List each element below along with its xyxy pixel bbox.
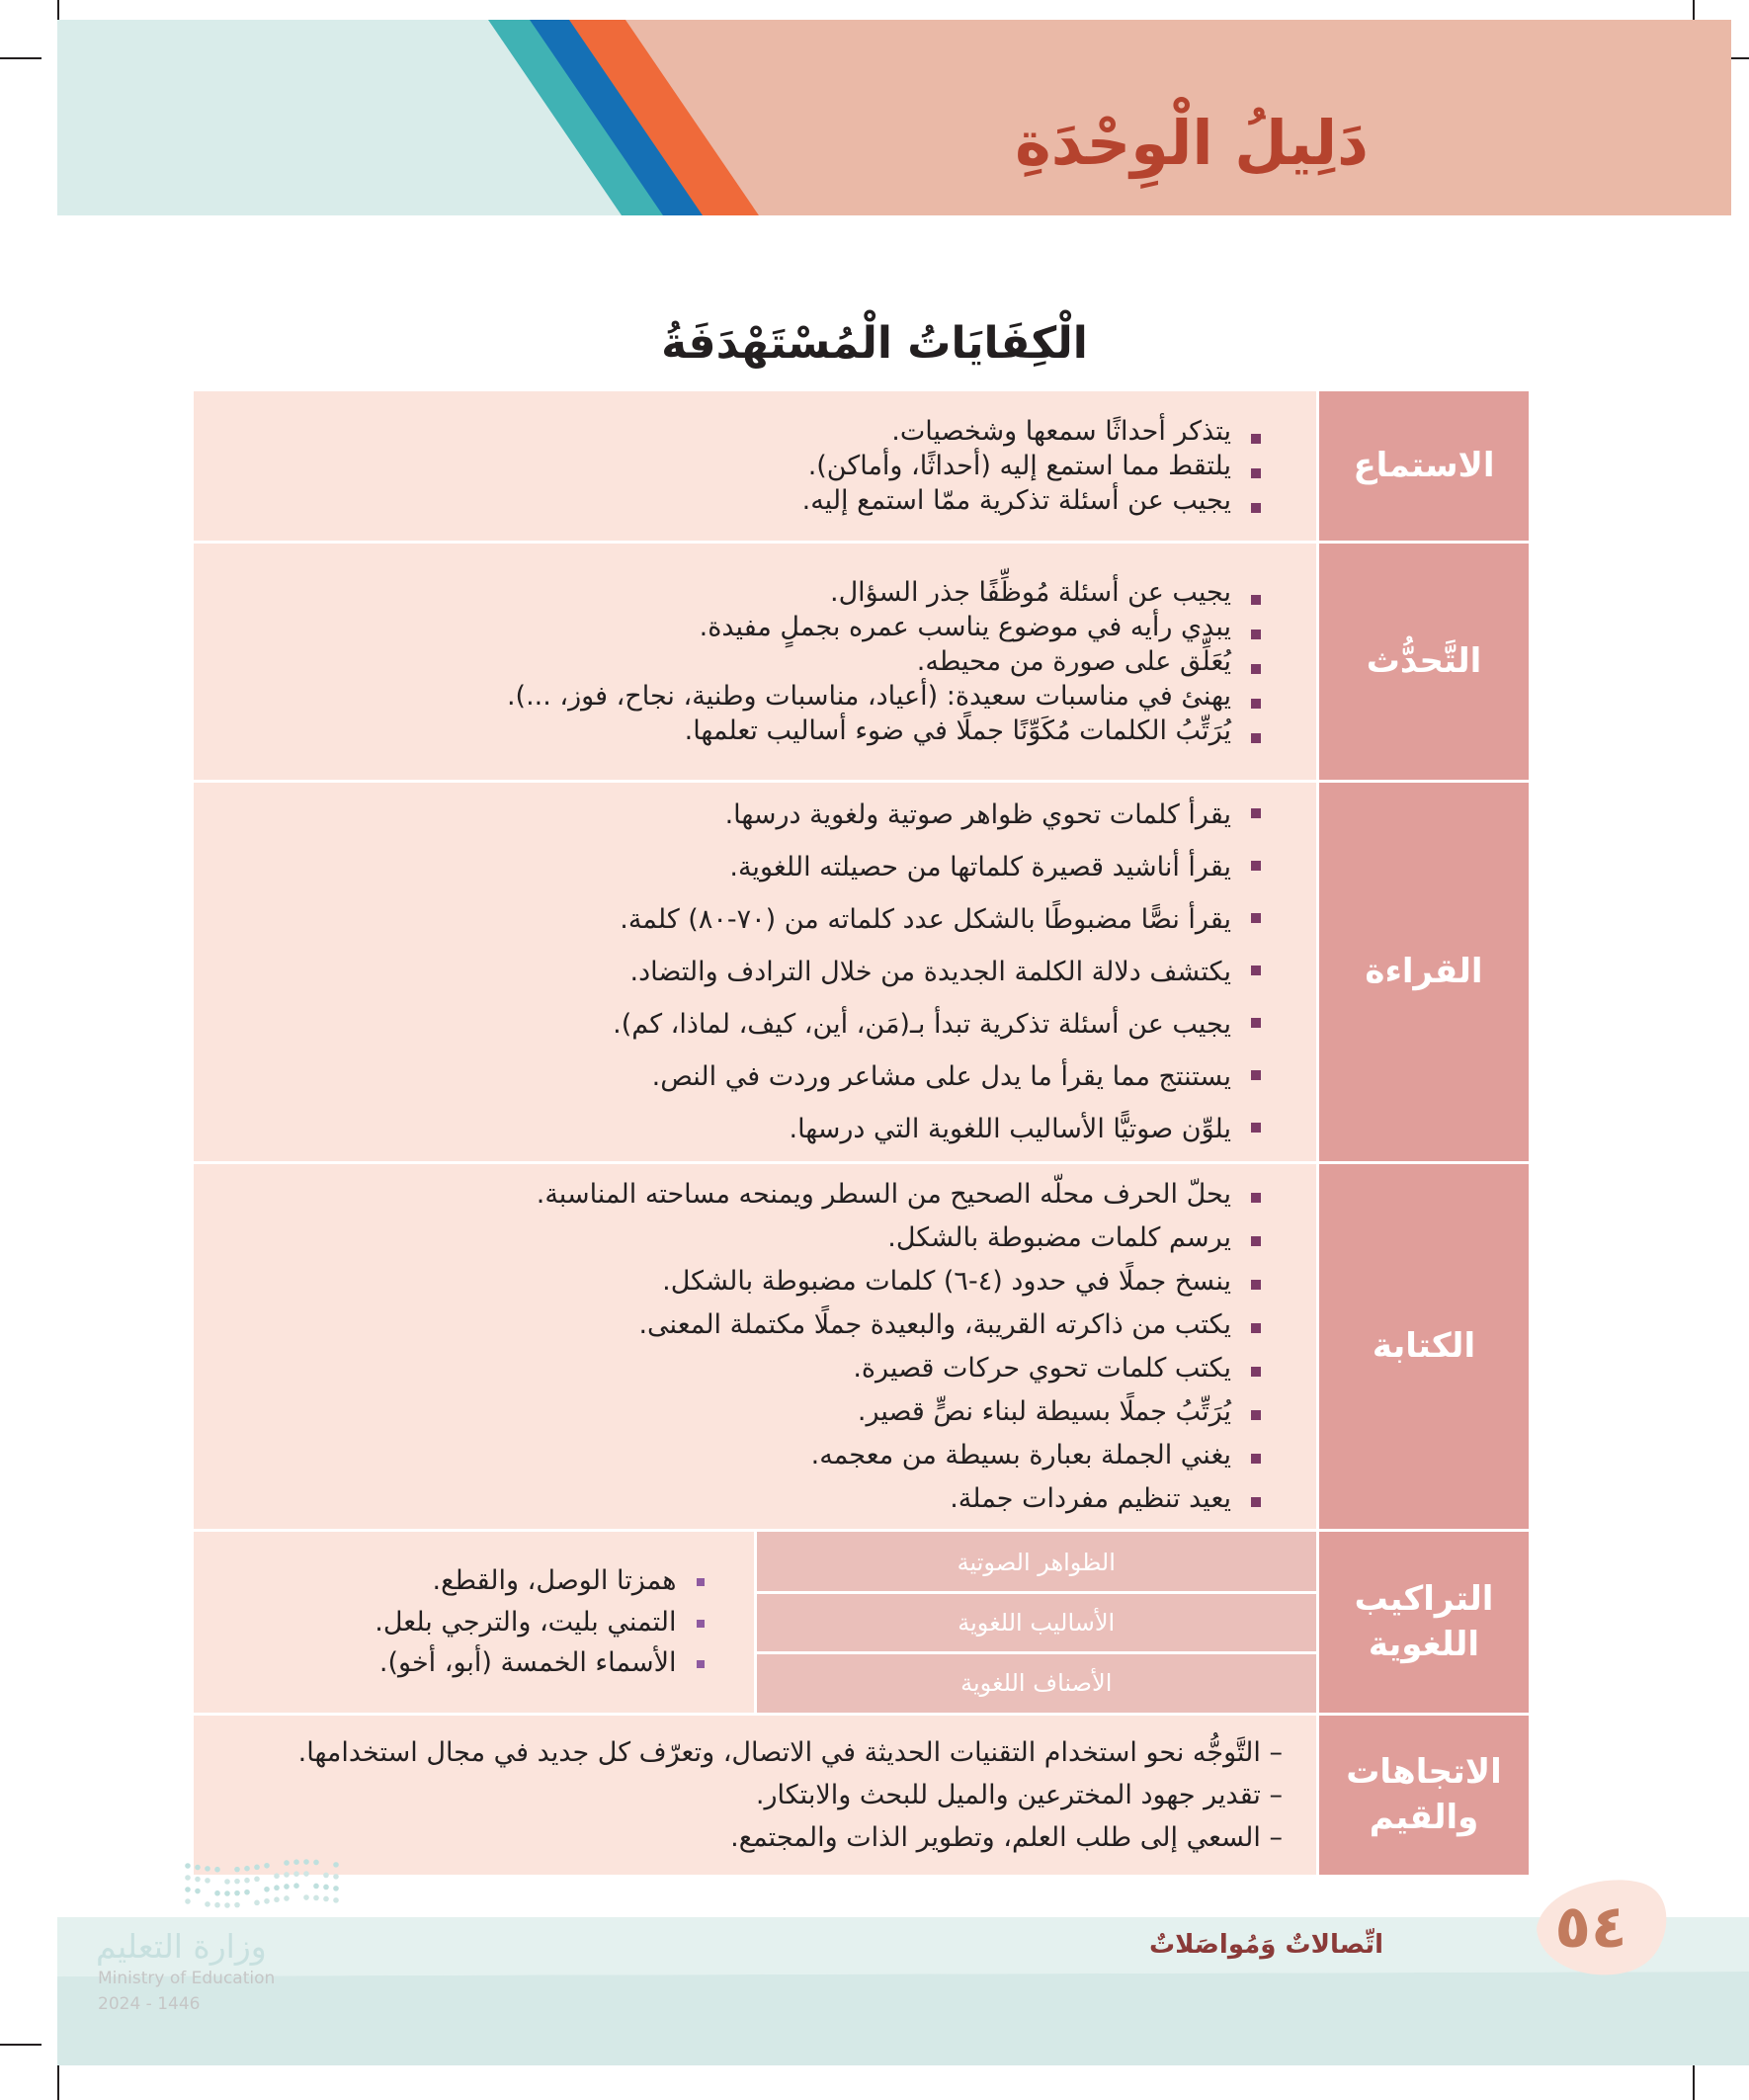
logo-dot [185,1875,191,1881]
footer-unit-name: اتِّصالاتٌ وَمُواصَلاتٌ [1148,1930,1383,1960]
logo-dot [293,1883,299,1889]
list-item: يكتب كلمات تحوي حركات قصيرة. [213,1347,1267,1390]
logo-dot [323,1873,329,1879]
list-item: يلتقط مما استمع إليه (أحداثًا، وأماكن). [213,449,1267,483]
logo-dot [205,1901,210,1907]
crop-mark [0,57,42,59]
row-structures [193,1531,1531,1715]
logo-dot [195,1889,201,1894]
subcategory: الظواهر الصوتية [757,1534,1317,1594]
logo-dot [333,1897,339,1903]
list-item: يُعَلِّق على صورة من محيطه. [213,644,1267,679]
list-item: – تقدير جهود المخترعين والميل للبحث والابتكار. [755,1779,1283,1810]
logo-dot [264,1863,270,1869]
footer-band-top [57,1917,1749,1976]
subcategory: الأصناف اللغوية [960,1668,1113,1697]
logo-dot [195,1865,201,1871]
list-item: يهنئ في مناسبات سعيدة: (أعياد، مناسبات وطنية، نجاح، فوز، ...). [213,679,1267,714]
subcategories-cell [755,1531,1318,1715]
list-item: يغني الجملة بعبارة بسيطة من معجمه. [213,1434,1267,1477]
logo-dot [284,1860,290,1866]
list-item: يرسم كلمات مضبوطة بالشكل. [213,1217,1267,1260]
content-speaking [193,543,1318,782]
logo-dot [303,1871,309,1877]
logo-dot [313,1895,319,1901]
content-writing [193,1163,1318,1531]
logo-dot [274,1896,280,1902]
list-item: يُرَتِّبُ الكلمات مُكَوِّنًا جملًا في ضوء أساليب تعلمها. [213,714,1267,748]
logo-dot [284,1872,290,1878]
list-item: يجيب عن أسئلة تذكرية تبدأ بـ(مَن، أين، كيف، لماذا، كم). [213,998,1267,1050]
logo-dot [333,1862,339,1868]
logo-dot [205,1866,210,1872]
logo-dot [224,1902,230,1908]
row-writing [193,1163,1531,1531]
list-item: يجيب عن أسئلة تذكرية ممّا استمع إليه. [213,483,1267,518]
label-writing: الكتابة [1318,1163,1531,1531]
logo-dot [244,1878,250,1884]
label-structures: التراكيب اللغوية [1318,1531,1531,1715]
content-structures [193,1531,756,1715]
content-reading [193,782,1318,1163]
content-listening [193,390,1318,543]
logo-dot [274,1885,280,1890]
section-title: الْكِفَايَاتُ الْمُسْتَهْدَفَةُ [661,318,1088,369]
logo-dot [284,1884,290,1890]
logo-dot [195,1877,201,1883]
row-values [193,1715,1531,1877]
page-number: ٥٤ [1554,1892,1627,1962]
logo-dot [284,1895,290,1901]
list-item: همزتا الوصل، والقطع. [213,1560,708,1602]
header-banner [57,20,1731,215]
label-reading: القراءة [1318,782,1531,1163]
logo-dot [323,1885,329,1890]
logo-dot [313,1860,319,1866]
list-item: الأسماء الخمسة (أبو، أخو). [213,1642,708,1684]
list-item: ينسخ جملًا في حدود (٤-٦) كلمات مضبوطة بالشكل. [213,1260,1267,1303]
competencies-table [191,388,1532,1878]
logo-dot [185,1887,191,1892]
logo-dot [333,1886,339,1891]
unit-title: دَلِيلُ الْوِحْدَةِ [1015,107,1369,179]
logo-dot [244,1890,250,1895]
list-item: يبدي رأيه في موضوع يناسب عمره بجملٍ مفيدة. [213,610,1267,644]
logo-dot [333,1874,339,1880]
list-item: يقرأ نصًّا مضبوطًا بالشكل عدد كلماته من (٧٠-٨٠) كلمة. [213,893,1267,946]
logo-dot [254,1865,260,1871]
logo-dot [274,1873,280,1879]
logo-dot [185,1898,191,1904]
logo-dot [185,1863,191,1869]
list-item: يتذكر أحداثًا سمعها وشخصيات. [213,414,1267,449]
logo-dot [234,1902,240,1908]
ministry-logo-icon [182,1858,350,1917]
list-item: – السعي إلى طلب العلم، وتطوير الذات والمجتمع. [730,1822,1283,1854]
logo-dot [323,1896,329,1902]
list-item: يجيب عن أسئلة مُوظِّفًا جذر السؤال. [213,575,1267,610]
logo-dot [234,1890,240,1896]
ministry-logo-dots [185,1859,339,1908]
list-item: يستنتج مما يقرأ ما يدل على مشاعر وردت في النص. [213,1050,1267,1103]
logo-dot [224,1879,230,1885]
logo-dot [303,1894,309,1900]
logo-dot [303,1859,309,1865]
logo-dot [264,1887,270,1892]
logo-dot [214,1890,220,1896]
footer-band-bottom [57,1972,1749,2065]
list-item: يحلّ الحرف محلّه الصحيح من السطر ويمنحه مساحته المناسبة. [213,1173,1267,1217]
content-values [193,1715,1318,1877]
row-speaking [193,543,1531,782]
list-item: يقرأ كلمات تحوي ظواهر صوتية ولغوية درسها. [213,789,1267,841]
ministry-year: 2024 - 1446 [98,1994,201,2014]
list-item: التمني بليت، والترجي بلعل. [213,1602,708,1643]
logo-dot [234,1867,240,1873]
logo-dot [234,1879,240,1885]
logo-dot [293,1859,299,1865]
logo-dot [254,1900,260,1906]
logo-dot [264,1898,270,1904]
logo-dot [205,1878,210,1884]
subcategory: الأساليب اللغوية [757,1594,1317,1654]
row-listening [193,390,1531,543]
list-item: يُرَتِّبُ جملًا بسيطة لبناء نصٍّ قصير. [213,1390,1267,1434]
list-item: يكتب من ذاكرته القريبة، والبعيدة جملًا مكتملة المعنى. [213,1303,1267,1347]
banner-graphic [57,20,1731,215]
label-listening: الاستماع [1318,390,1531,543]
logo-dot [254,1877,260,1883]
logo-dot [214,1902,220,1908]
logo-dot [313,1884,319,1890]
ministry-name-en: Ministry of Education [98,1969,276,1988]
logo-dot [214,1867,220,1873]
logo-dot [244,1866,250,1872]
ministry-name-ar: وزارة التعليم [96,1927,267,1966]
list-item: – التَّوجُّه نحو استخدام التقنيات الحديثة في الاتصال، وتعرّف كل جديد في مجال استخدامها. [297,1736,1283,1768]
list-item: يكتشف دلالة الكلمة الجديدة من خلال الترادف والتضاد. [213,946,1267,998]
list-item: يعيد تنظيم مفردات جملة. [213,1477,1267,1521]
label-values: الاتجاهات والقيم [1318,1715,1531,1877]
logo-dot [224,1890,230,1896]
row-reading [193,782,1531,1163]
list-item: يقرأ أناشيد قصيرة كلماتها من حصيلته اللغوية. [213,841,1267,893]
list-item: يلوِّن صوتيًّا الأساليب اللغوية التي درسها. [213,1103,1267,1155]
label-speaking: التَّحدُّث [1318,543,1531,782]
logo-dot [293,1871,299,1877]
